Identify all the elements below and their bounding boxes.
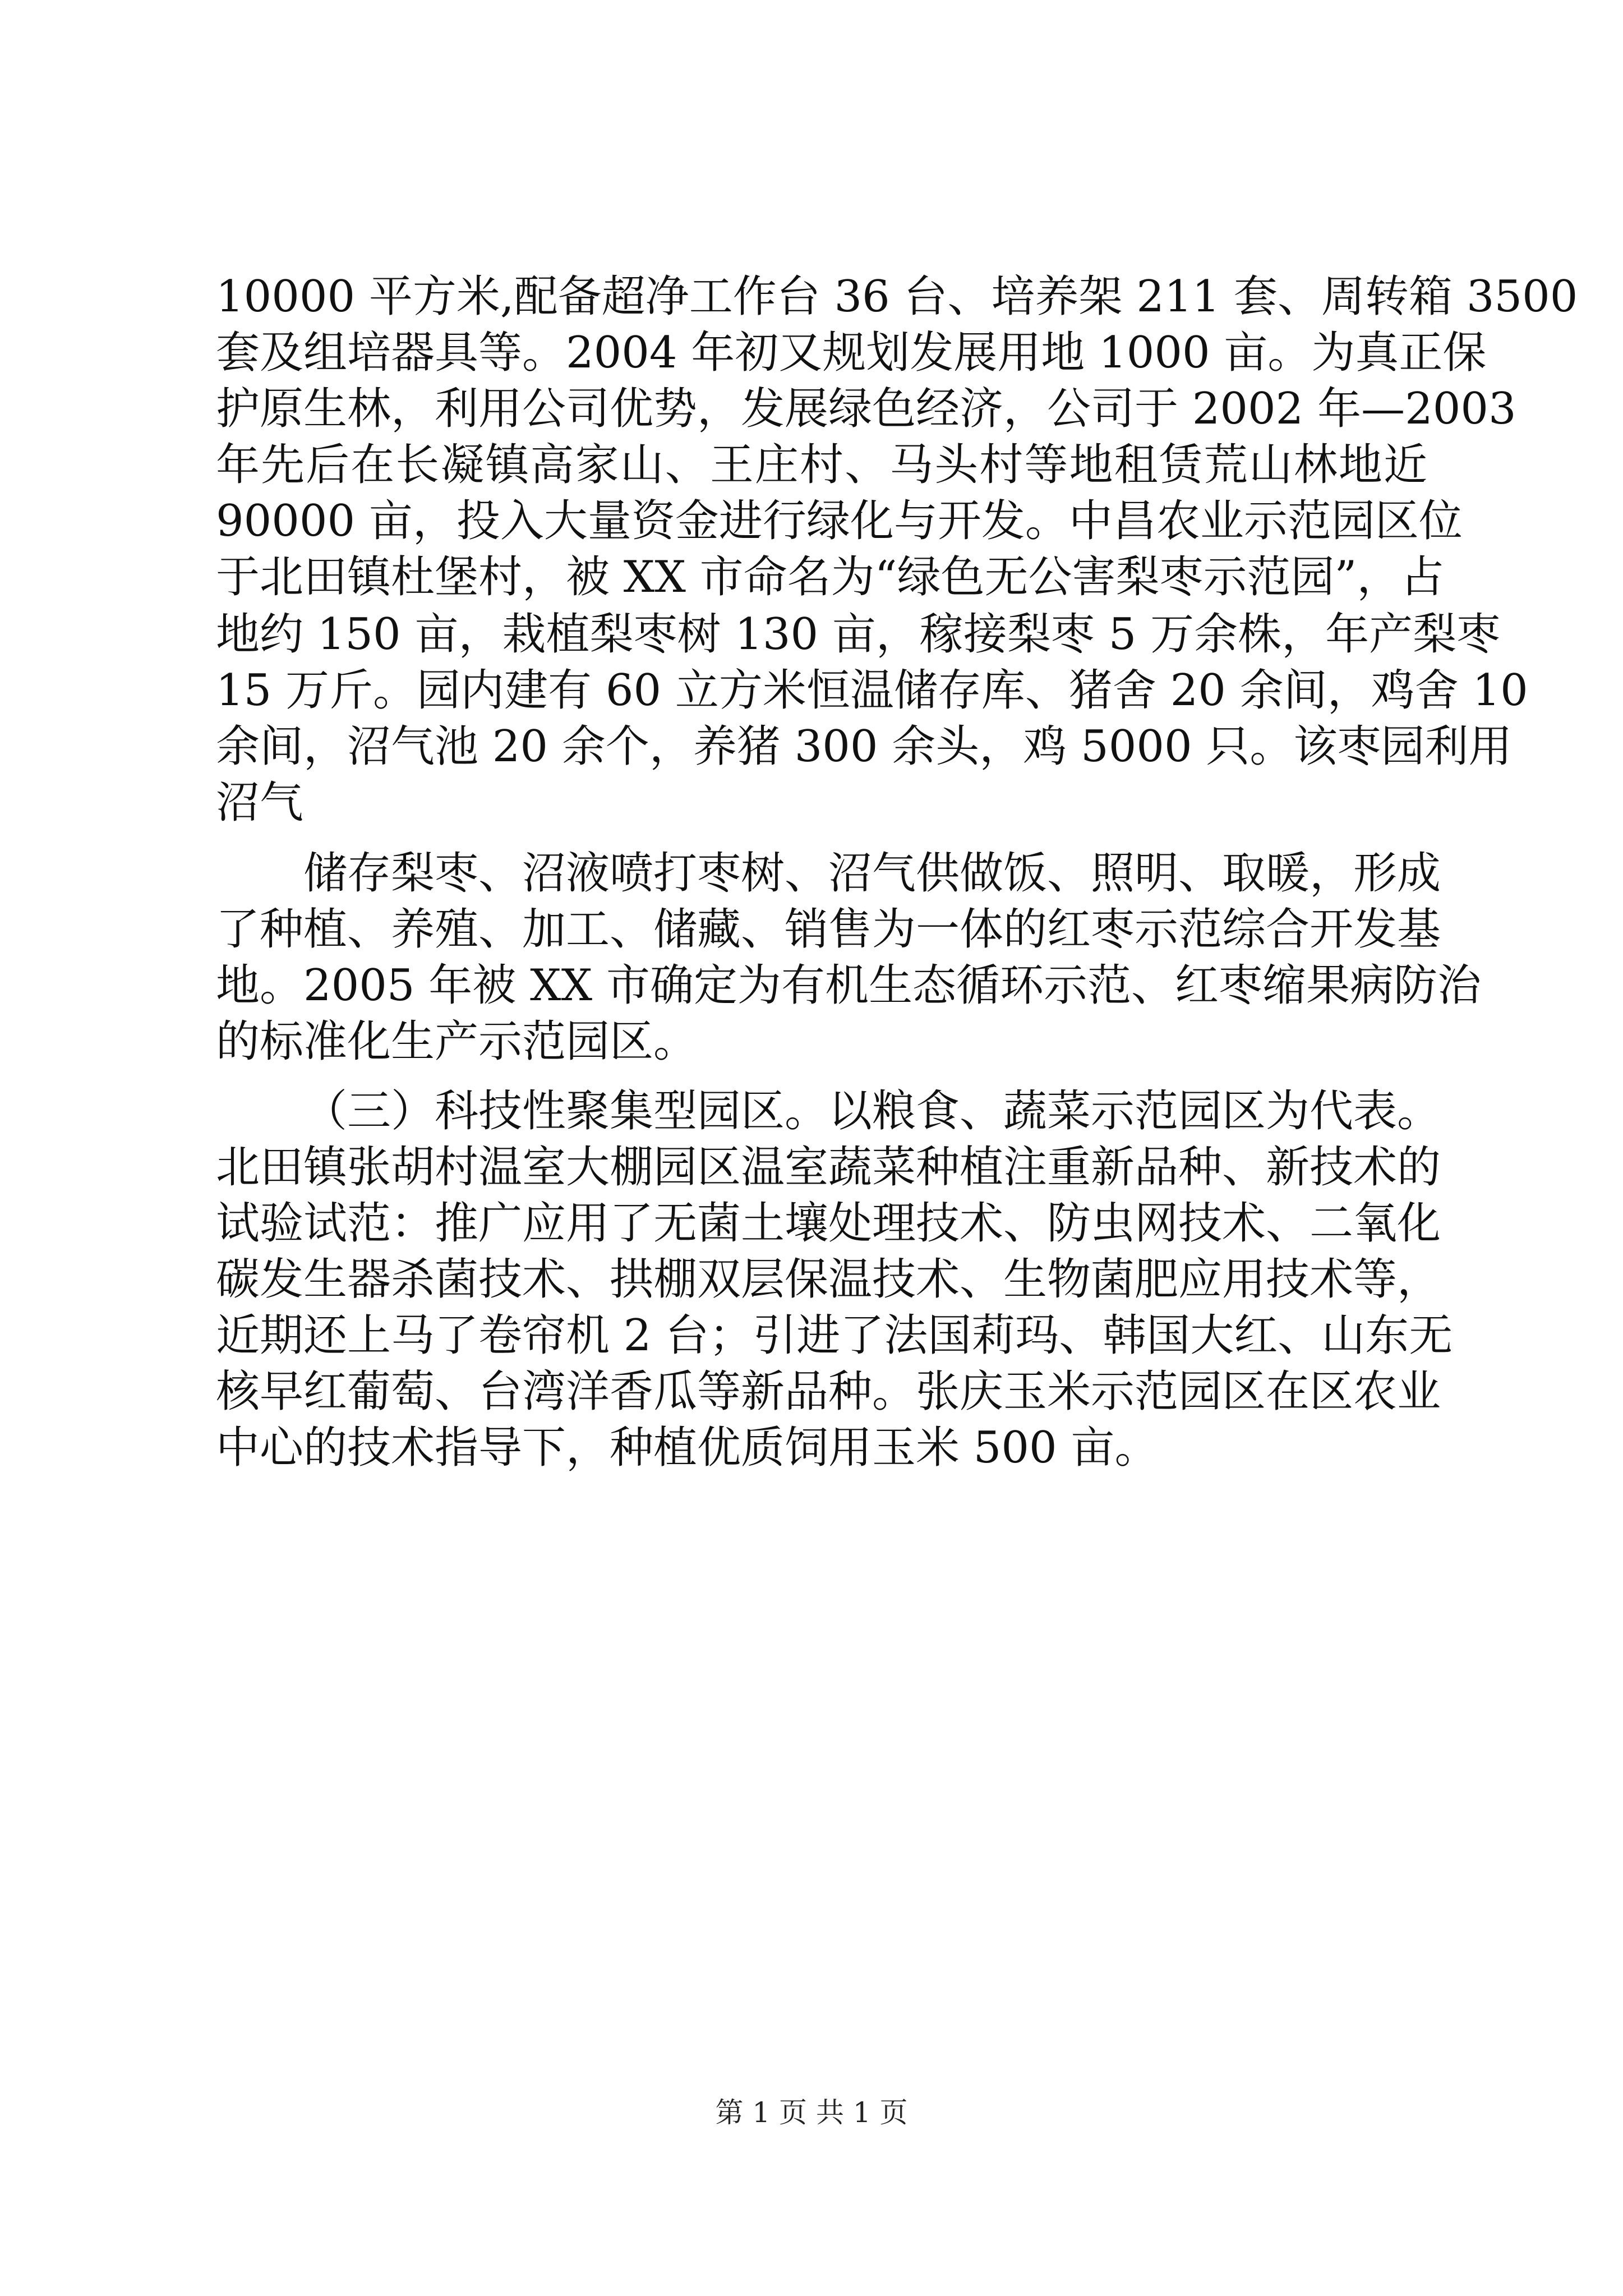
page-footer — [0, 2096, 1623, 2129]
text-line: 护原生林，利用公司优势，发展绿色经济，公司于 2002 年—2003 — [216, 384, 1516, 434]
text-line: 中心的技术指导下，种植优质饲用玉米 500 亩。 — [216, 1423, 1159, 1473]
text-line: 了种植、养殖、加工、储藏、销售为一体的红枣示范综合开发基 — [216, 904, 1441, 955]
text-line: 于北田镇杜堡村，被 XX 市命名为“绿色无公害梨枣示范园”，占 — [216, 552, 1445, 602]
text-line: （三）科技性聚集型园区。以粮食、蔬菜示范园区为代表。 — [303, 1086, 1441, 1137]
text-line: 15 万斤。园内建有 60 立方米恒温储存库、猪舍 20 余间，鸡舍 10 — [216, 665, 1528, 716]
text-line: 储存梨枣、沼液喷打枣树、沼气供做饭、照明、取暖，形成 — [303, 848, 1441, 899]
text-line: 碳发生器杀菌技术、拱棚双层保温技术、生物菌肥应用技术等， — [216, 1254, 1441, 1305]
text-line: 余间，沼气池 20 余个，养猪 300 余头，鸡 5000 只。该枣园利用 — [216, 721, 1513, 772]
text-line: 10000 平方米,配备超净工作台 36 台、培养架 211 套、周转箱 3500 — [216, 272, 1578, 322]
text-line: 年先后在长凝镇高家山、王庄村、马头村等地租赁荒山林地近 — [216, 440, 1427, 490]
text-line: 核早红葡萄、台湾洋香瓜等新品种。张庆玉米示范园区在区农业 — [216, 1366, 1441, 1417]
text-line: 的标准化生产示范园区。 — [216, 1016, 698, 1067]
text-line: 北田镇张胡村温室大棚园区温室蔬菜种植注重新品种、新技术的 — [216, 1142, 1441, 1193]
text-line: 地约 150 亩，栽植梨枣树 130 亩，稼接梨枣 5 万余株，年产梨枣 — [216, 609, 1501, 660]
text-line: 沼气 — [216, 777, 304, 828]
text-line: 试验试范：推广应用了无菌土壤处理技术、防虫网技术、二氧化 — [216, 1198, 1441, 1249]
text-line: 90000 亩，投入大量资金进行绿化与开发。中昌农业示范园区位 — [216, 496, 1463, 546]
text-line: 近期还上马了卷帘机 2 台；引进了法国莉玛、韩国大红、山东无 — [216, 1310, 1453, 1361]
page-number-label: 第 1 页 共 1 页 — [715, 2096, 908, 2129]
text-line: 地。2005 年被 XX 市确定为有机生态循环示范、红枣缩果病防治 — [216, 960, 1481, 1011]
text-line: 套及组培器具等。2004 年初又规划发展用地 1000 亩。为真正保 — [216, 328, 1487, 378]
